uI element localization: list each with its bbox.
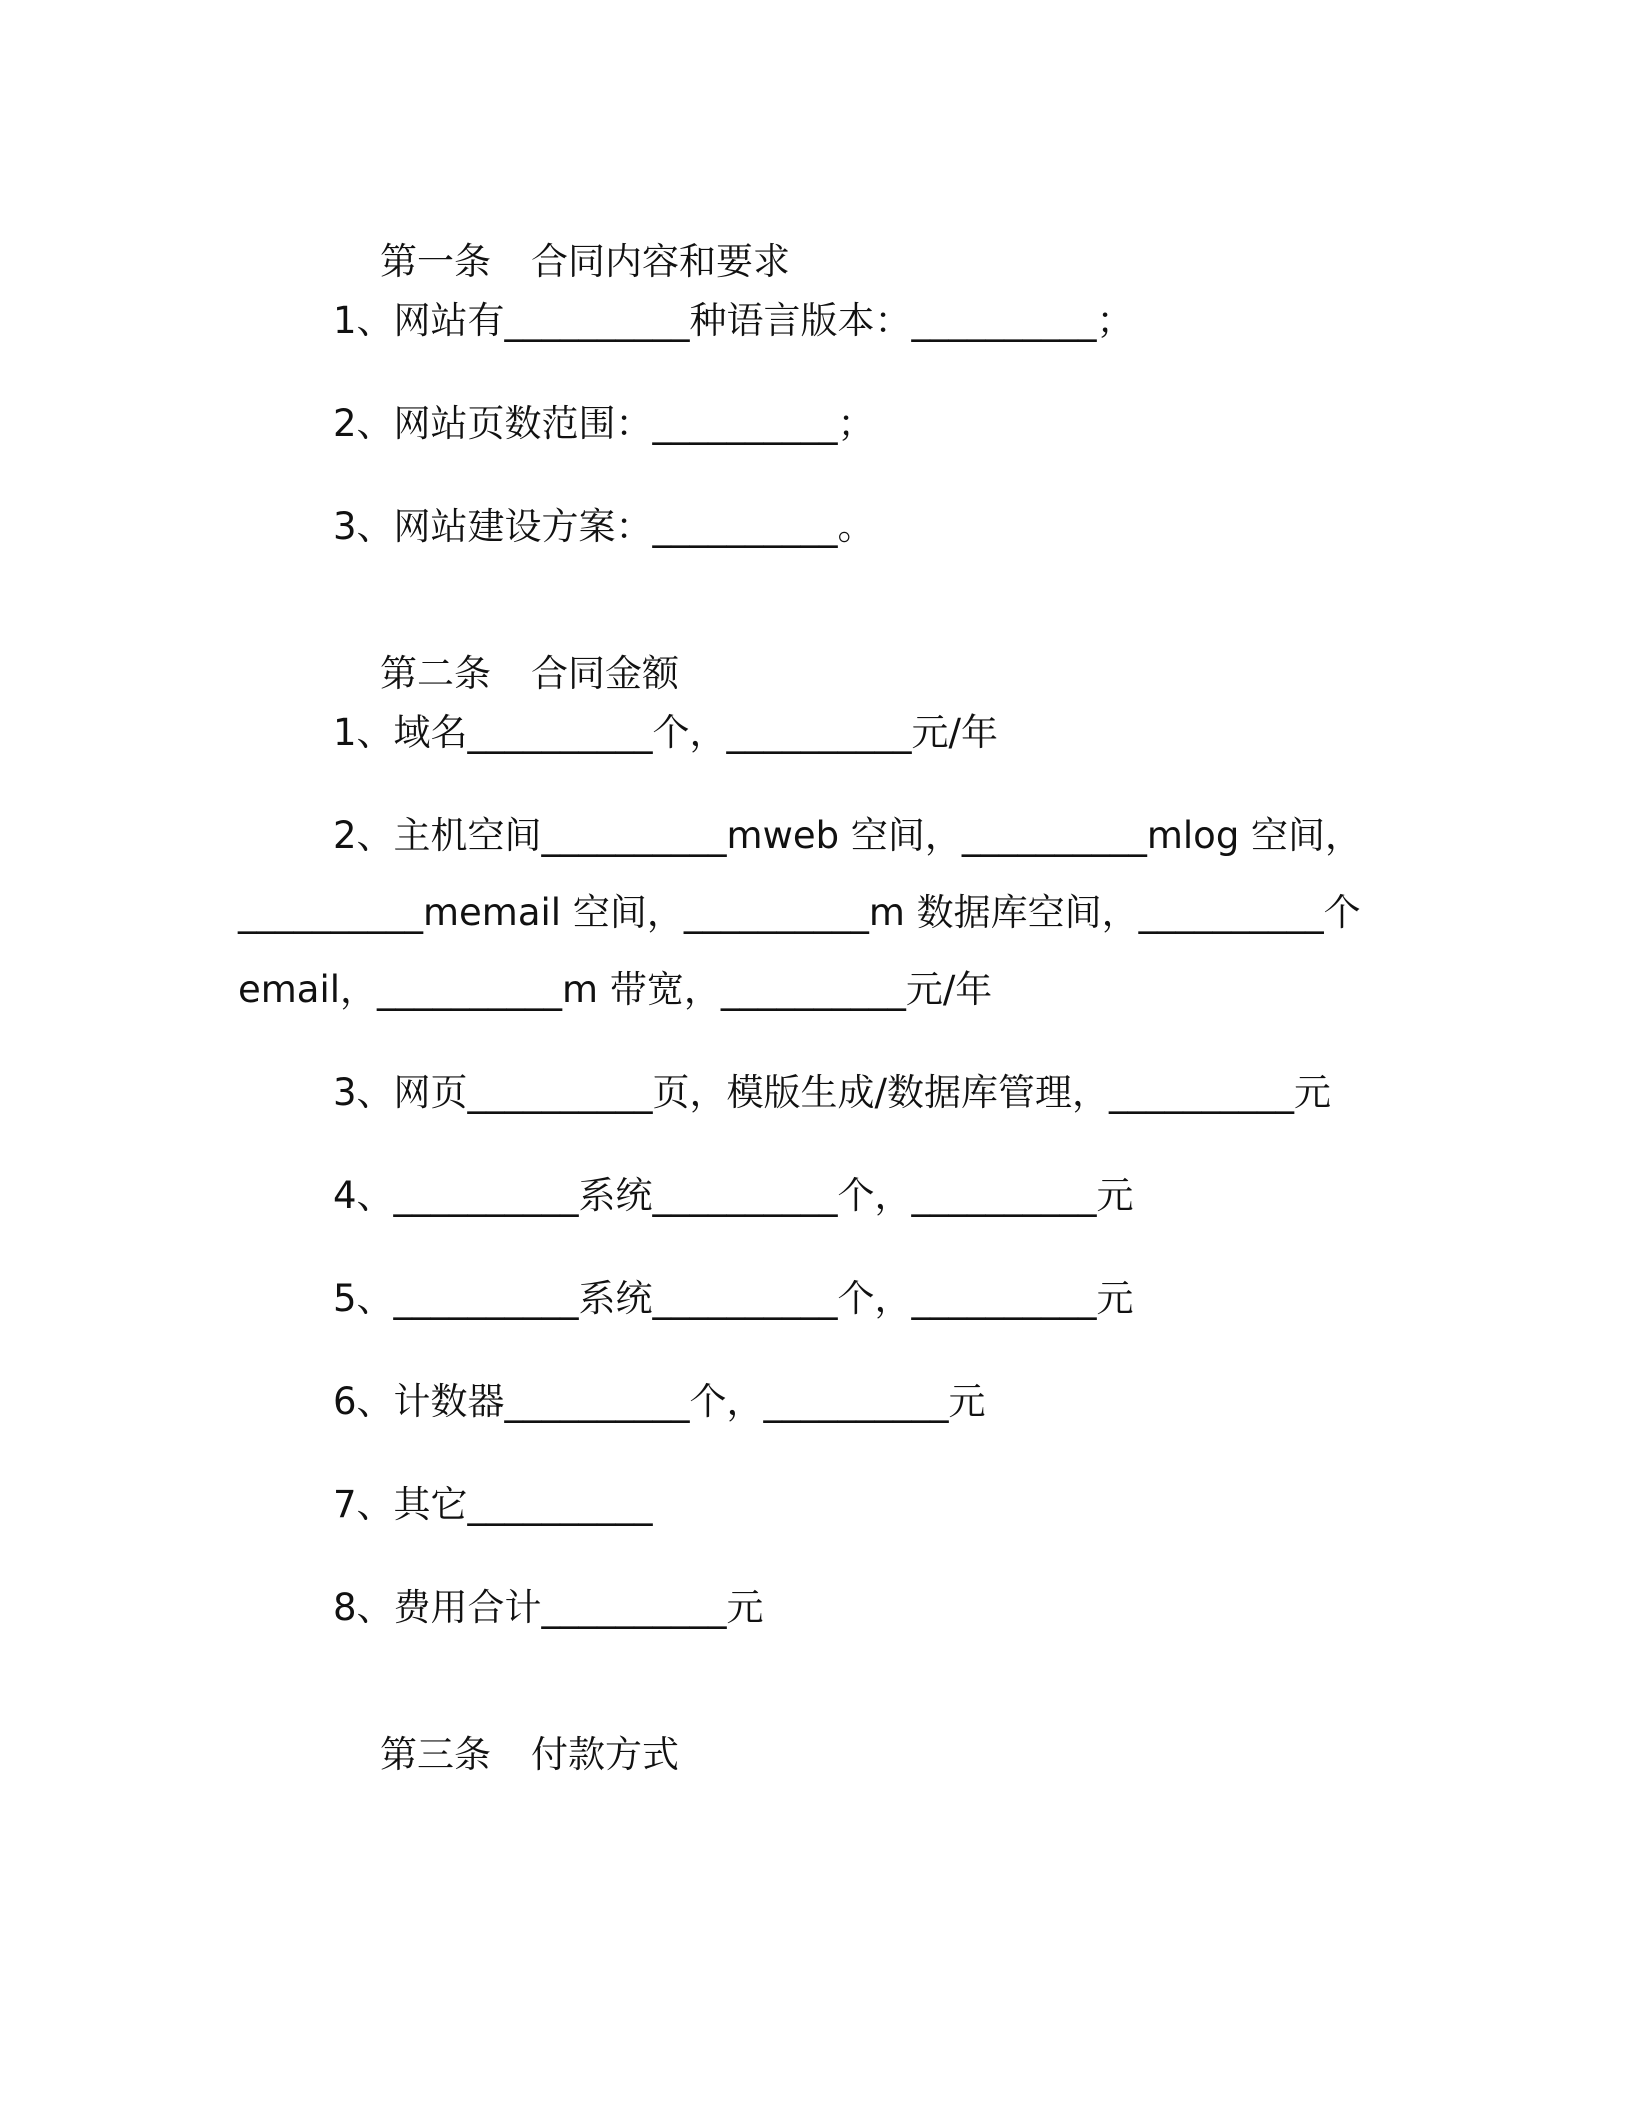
section-title: 合同内容和要求 xyxy=(531,240,791,283)
clause-2-2-line3: email，__________m 带宽，__________元/年 xyxy=(238,968,993,1011)
clause-2-6: 6、计数器__________个，__________元 xyxy=(333,1380,986,1423)
section-heading-3 xyxy=(333,1689,679,1821)
clause-2-5: 5、__________系统__________个，__________元 xyxy=(333,1277,1134,1320)
clause-2-3: 3、网页__________页，模版生成/数据库管理，__________元 xyxy=(333,1071,1332,1114)
clause-2-4: 4、__________系统__________个，__________元 xyxy=(333,1174,1134,1217)
section-number: 第三条 xyxy=(380,1733,492,1776)
section-number: 第一条 xyxy=(380,240,492,283)
clause-1-3: 3、网站建设方案：__________。 xyxy=(333,505,875,548)
clause-2-2-line1: 2、主机空间__________mweb 空间，__________mlog 空间， xyxy=(333,814,1363,857)
clause-2-2-line2: __________memail 空间，__________m 数据库空间，__________个 xyxy=(238,891,1361,934)
clause-2-1: 1、域名__________个，__________元/年 xyxy=(333,711,999,754)
section-title: 付款方式 xyxy=(531,1733,680,1776)
clause-2-7: 7、其它__________ xyxy=(333,1483,653,1526)
clause-1-2: 2、网站页数范围：__________； xyxy=(333,402,875,445)
clause-1-1: 1、网站有__________种语言版本：__________； xyxy=(333,299,1134,342)
section-number: 第二条 xyxy=(380,652,492,695)
clause-2-8: 8、费用合计__________元 xyxy=(333,1586,764,1629)
section-title: 合同金额 xyxy=(531,652,680,695)
